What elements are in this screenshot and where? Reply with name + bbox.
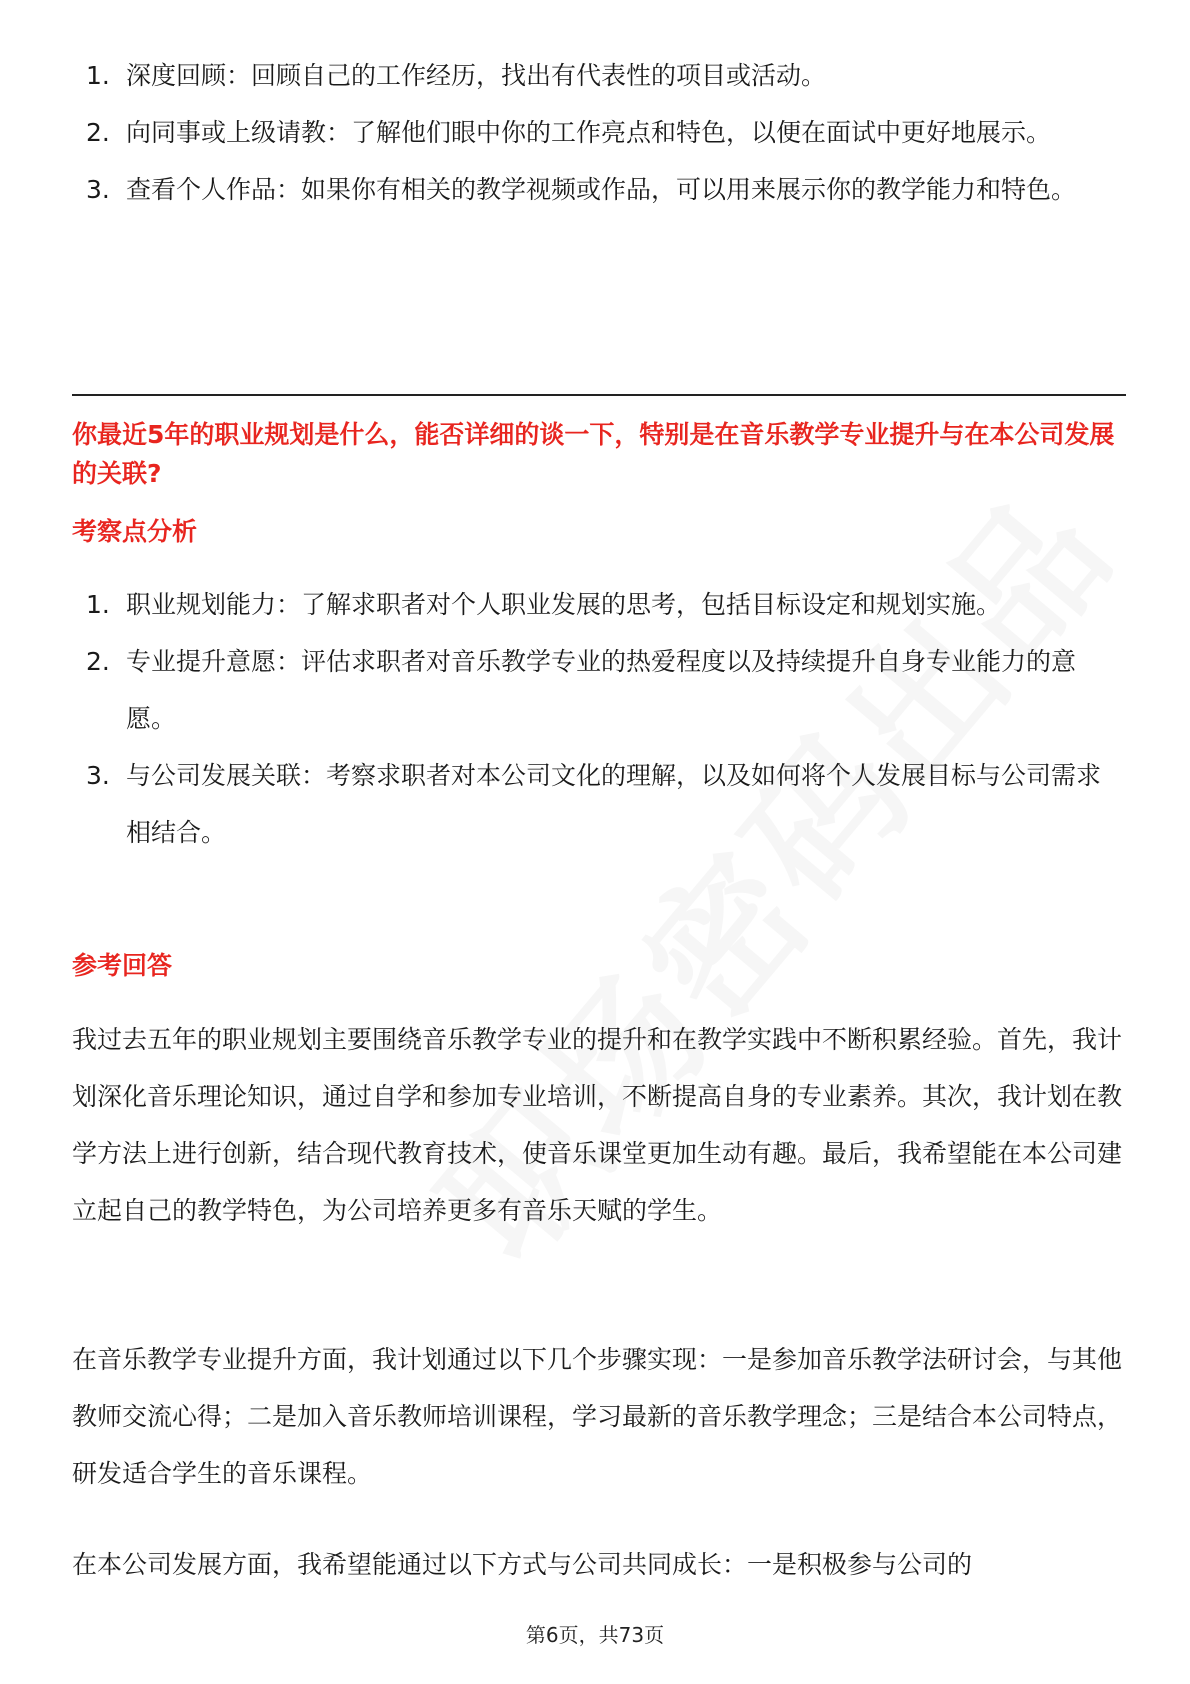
answer-paragraph: 在音乐教学专业提升方面，我计划通过以下几个步骤实现：一是参加音乐教学法研讨会，与其他教师交流心得；二是加入音乐教师培训课程，学习最新的音乐教学理念；三是结合本公司特点，研发适合学生的音乐课程。 — [72, 1345, 1123, 1488]
list-number: 2. — [86, 118, 110, 147]
list-item-text: 专业提升意愿：评估求职者对音乐教学专业的热爱程度以及持续提升自身专业能力的意愿。 — [126, 647, 1077, 733]
list-number: 1. — [86, 61, 110, 90]
list-item — [72, 576, 1122, 633]
list-item-text: 职业规划能力：了解求职者对个人职业发展的思考，包括目标设定和规划实施。 — [126, 590, 1002, 619]
list-item-text: 与公司发展关联：考察求职者对本公司文化的理解，以及如何将个人发展目标与公司需求相结合。 — [126, 761, 1102, 847]
list-number: 2. — [86, 647, 110, 676]
answer-paragraph: 我过去五年的职业规划主要围绕音乐教学专业的提升和在教学实践中不断积累经验。首先，我计划深化音乐理论知识，通过自学和参加专业培训，不断提高自身的专业素养。其次，我计划在教学方法上进行创新，结合现代教育技术，使音乐课堂更加生动有趣。最后，我希望能在本公司建立起自己的教学特色，为公司培养更多有音乐天赋的学生。 — [72, 1025, 1123, 1225]
list-number: 1. — [86, 590, 110, 619]
answer-paragraph: 在本公司发展方面，我希望能通过以下方式与公司共同成长：一是积极参与公司的 — [72, 1550, 973, 1579]
tips-list — [72, 47, 1122, 218]
list-item-text: 查看个人作品：如果你有相关的教学视频或作品，可以用来展示你的教学能力和特色。 — [126, 175, 1077, 204]
page-footer: 第6页，共73页 — [525, 1623, 665, 1647]
analysis-list — [72, 576, 1122, 861]
list-item — [72, 633, 1122, 747]
interview-question: 你最近5年的职业规划是什么，能否详细的谈一下，特别是在音乐教学专业提升与在本公司发展的关联? — [72, 420, 1115, 488]
list-item-text: 向同事或上级请教：了解他们眼中你的工作亮点和特色，以便在面试中更好地展示。 — [126, 118, 1052, 147]
list-item — [72, 747, 1122, 861]
analysis-heading: 考察点分析 — [72, 517, 198, 546]
list-number: 3. — [86, 761, 110, 790]
list-number: 3. — [86, 175, 110, 204]
answer-heading: 参考回答 — [72, 951, 173, 980]
list-item-text: 深度回顾：回顾自己的工作经历，找出有代表性的项目或活动。 — [126, 61, 827, 90]
list-item — [72, 161, 1122, 218]
section-divider — [72, 394, 1126, 396]
list-item — [72, 104, 1122, 161]
list-item — [72, 47, 1122, 104]
